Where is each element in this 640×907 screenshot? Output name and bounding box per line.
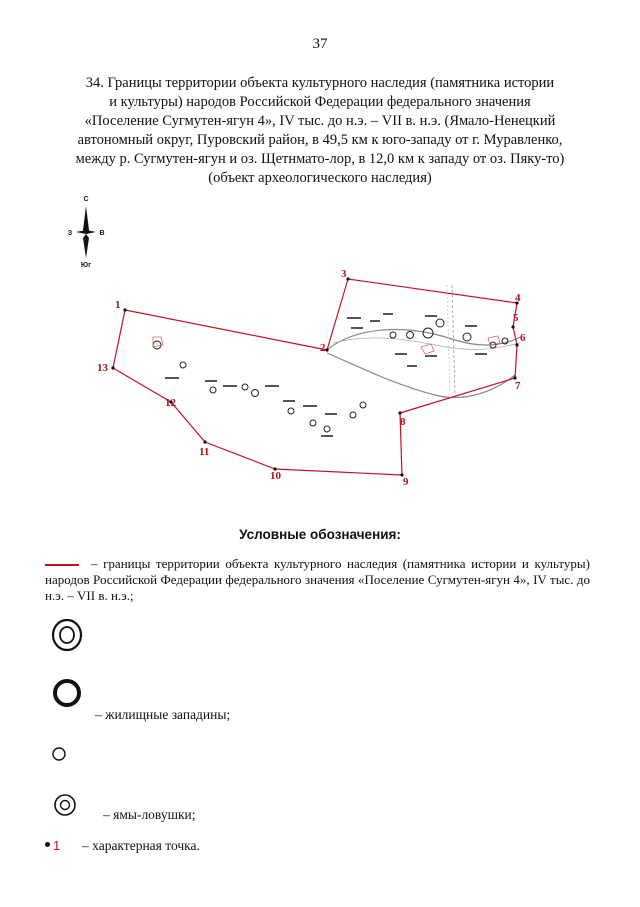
feature-pit-icon bbox=[288, 408, 294, 414]
compass-north-arrow bbox=[83, 206, 89, 234]
survey-line bbox=[447, 285, 450, 395]
feature-pit-icon bbox=[310, 420, 316, 426]
title-line: между р. Сугмутен-ягун и оз. Щетнмато-лор, в 12,0 км к западу от оз. Пяку-то) bbox=[75, 151, 565, 167]
pit-ring-icon bbox=[46, 741, 72, 767]
legend-dwelling-text: – жилищные западины; bbox=[95, 707, 231, 722]
point-label-6: 6 bbox=[520, 332, 526, 344]
legend-pit-text: – ямы-ловушки; bbox=[103, 807, 196, 822]
point-label-10: 10 bbox=[270, 470, 281, 482]
dwelling-double-ring-icon bbox=[47, 615, 87, 655]
point-label-12: 12 bbox=[165, 397, 176, 409]
title-line: 34. Границы территории объекта культурного наследия (памятника истории bbox=[85, 75, 555, 91]
point-label-3: 3 bbox=[341, 268, 347, 280]
compass-south-label: Юг bbox=[80, 262, 92, 269]
point-label-11: 11 bbox=[199, 446, 210, 458]
feature-pit-icon bbox=[390, 332, 396, 338]
legend-heading: Условные обозначения: bbox=[239, 527, 401, 542]
feature-dwelling-icon bbox=[407, 332, 414, 339]
point-label-13: 13 bbox=[97, 362, 108, 374]
feature-pit-icon bbox=[242, 384, 248, 390]
point-label-8: 8 bbox=[400, 416, 406, 428]
compass-west-arrow bbox=[76, 230, 86, 234]
title-line: автономный округ, Пуровский район, в 49,5 км к юго-западу от г. Муравленко, bbox=[77, 132, 563, 148]
point-label-5: 5 bbox=[513, 312, 519, 324]
feature-pit-icon bbox=[180, 362, 186, 368]
compass-west-label: З bbox=[67, 230, 73, 237]
pit-double-ring-icon bbox=[51, 790, 81, 820]
point-label-1: 1 bbox=[115, 299, 121, 311]
point-number-sample: 1 bbox=[53, 838, 61, 853]
feature-pit-icon bbox=[360, 402, 366, 408]
river-bank-south bbox=[327, 353, 515, 398]
point-label-9: 9 bbox=[403, 476, 409, 488]
point-label-2: 2 bbox=[320, 342, 326, 354]
legend-boundary-description: – границы территории объекта культурного наследия (памятника истории и культуры) народов Российской Федерации федерального значения «Поселение Сугмутен-ягун 4», IV тыс. до н.э. – VII в. н.э.; bbox=[45, 556, 590, 603]
page-number: 37 bbox=[312, 36, 328, 52]
compass-rose bbox=[64, 192, 108, 272]
outlined-area bbox=[421, 344, 434, 354]
legend-point-text: – характерная точка. bbox=[82, 838, 200, 853]
feature-pit-icon bbox=[153, 341, 161, 349]
title-line: «Поселение Сугмутен-ягун 4», IV тыс. до н.э. – VII в. н.э. (Ямало-Ненецкий bbox=[84, 113, 556, 129]
feature-dwelling-icon bbox=[252, 390, 259, 397]
title-line: (объект археологического наследия) bbox=[208, 170, 432, 186]
outlined-area bbox=[488, 336, 500, 345]
title-line: и культуры) народов Российской Федерации федерального значения bbox=[109, 94, 531, 110]
feature-pit-icon bbox=[324, 426, 330, 432]
feature-pit-icon bbox=[210, 387, 216, 393]
compass-east-arrow bbox=[86, 230, 96, 234]
legend-boundary-text bbox=[45, 556, 590, 604]
point-label-4: 4 bbox=[515, 292, 521, 304]
compass-south-arrow bbox=[83, 234, 89, 258]
feature-dwelling-icon bbox=[436, 319, 444, 327]
feature-dwelling-icon bbox=[463, 333, 471, 341]
site-map bbox=[95, 265, 545, 495]
compass-east-label: В bbox=[99, 230, 105, 237]
feature-pit-icon bbox=[350, 412, 356, 418]
dwelling-thick-ring-icon bbox=[49, 675, 85, 711]
point-marker-icon bbox=[45, 842, 50, 847]
site-annotations bbox=[165, 313, 487, 437]
document-title bbox=[40, 74, 600, 188]
compass-north-label: С bbox=[83, 196, 89, 203]
point-label-7: 7 bbox=[515, 380, 521, 392]
